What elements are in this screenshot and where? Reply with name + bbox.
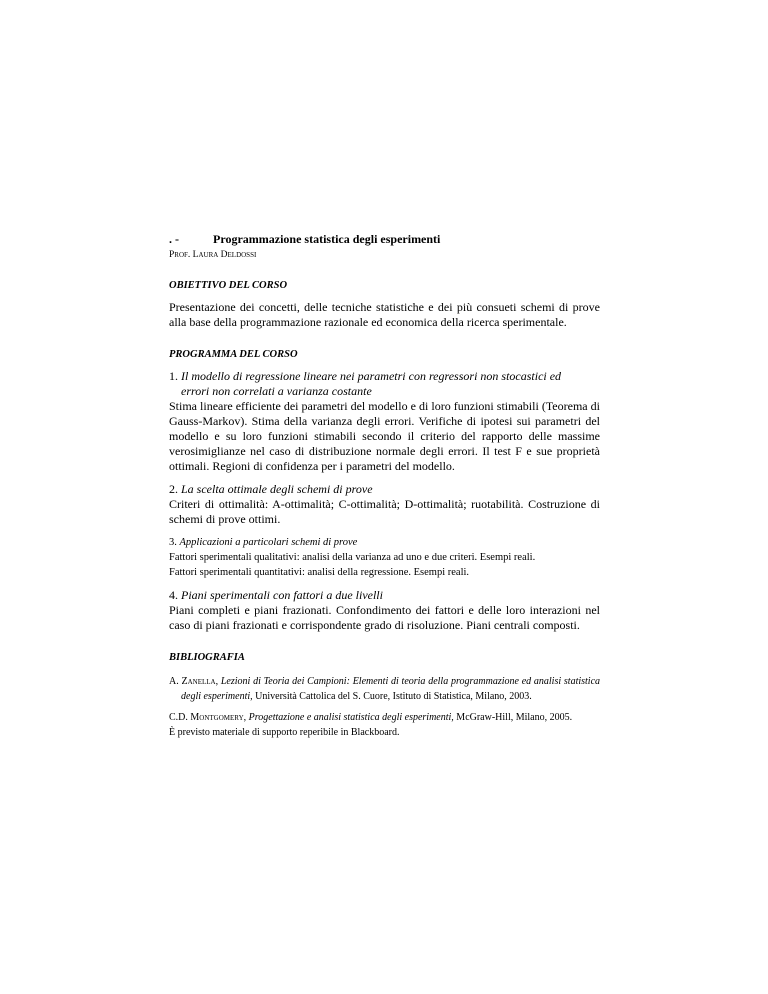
bibliography-entry — [169, 710, 600, 725]
program-item-1 — [169, 369, 600, 474]
program-item-title-line1: Piani sperimentali con fattori a due livelli — [181, 588, 383, 602]
program-item-title-line1: La scelta ottimale degli schemi di prove — [181, 482, 373, 496]
objective-heading: OBIETTIVO DEL CORSO — [169, 280, 288, 291]
program-item-title — [169, 535, 600, 550]
program-item-4 — [169, 588, 600, 633]
program-item-2 — [169, 482, 600, 527]
program-item-number: 2. — [169, 482, 178, 496]
program-item-number: 4. — [169, 588, 178, 602]
program-item-text-line2: Fattori sperimentali quantitativi: analisi della regressione. Esempi reali. — [169, 567, 470, 578]
program-item-text: Stima lineare efficiente dei parametri del modello e di loro funzioni stimabili (Teorema di Gauss-Markov). Stima della varianza degli errori. Verifiche di ipotesi sui parametri del modello e su loro funzioni stimabili secondo il criterio del rapporto delle massime verosimiglianze nel caso di distribuzione normale degli errori. Il test F e sue proprietà ottimali. Regioni di confidenza per i parametri del modello. — [169, 399, 600, 473]
program-item-number: 1. — [169, 369, 178, 383]
course-title-row — [169, 232, 600, 247]
bib-publisher: Università Cattolica del S. Cuore, Istituto di Statistica, Milano, 2003. — [255, 691, 532, 702]
program-item-text: Piani completi e piani frazionati. Confondimento dei fattori e delle loro interazioni nel caso di piani frazionati e corrispondente grado di risoluzione. Piani centrali composti. — [169, 603, 600, 632]
program-item-title-line1: Il modello di regressione lineare nei parametri con regressori non stocastici ed — [181, 369, 562, 383]
program-item-title-line1: Applicazioni a particolari schemi di prove — [179, 537, 358, 548]
program-item-text: Criteri di ottimalità: A-ottimalità; C-ottimalità; D-ottimalità; ruotabilità. Costruzione di schemi di prove ottimi. — [169, 497, 600, 526]
course-title: Programmazione statistica degli esperimenti — [213, 232, 441, 246]
program-item-title — [169, 588, 600, 603]
bib-author: C.D. Montgomery, — [169, 712, 247, 723]
program-item-3 — [169, 535, 600, 580]
bibliography-note: È previsto materiale di supporto reperibile in Blackboard. — [169, 727, 400, 738]
bib-author: A. Zanella, — [169, 676, 219, 687]
program-item-title — [169, 482, 600, 497]
bibliography-entry — [169, 674, 600, 704]
course-page — [169, 232, 600, 740]
program-heading: PROGRAMMA DEL CORSO — [169, 349, 298, 360]
program-item-title-line2: errori non correlati a varianza costante — [181, 384, 372, 398]
objective-text: Presentazione dei concetti, delle tecniche statistiche e dei più consueti schemi di prove alla base della programmazione razionale ed economica della ricerca sperimentale. — [169, 300, 600, 329]
program-item-number: 3. — [169, 537, 177, 548]
bibliography-heading: BIBLIOGRAFIA — [169, 652, 245, 663]
bib-title: Lezioni di Teoria dei Campioni: Elementi di teoria della programmazione ed analisi statistica degli esperimenti, — [181, 676, 601, 702]
program-item-text-line1: Fattori sperimentali qualitativi: analisi della varianza ad uno e due criteri. Esempi reali. — [169, 552, 536, 563]
program-item-title — [169, 369, 600, 399]
bib-title: Progettazione e analisi statistica degli esperimenti, — [248, 712, 454, 723]
professor-name: Prof. Laura Deldossi — [169, 250, 257, 260]
course-number: . - — [169, 232, 179, 246]
bib-publisher: McGraw-Hill, Milano, 2005. — [456, 712, 573, 723]
